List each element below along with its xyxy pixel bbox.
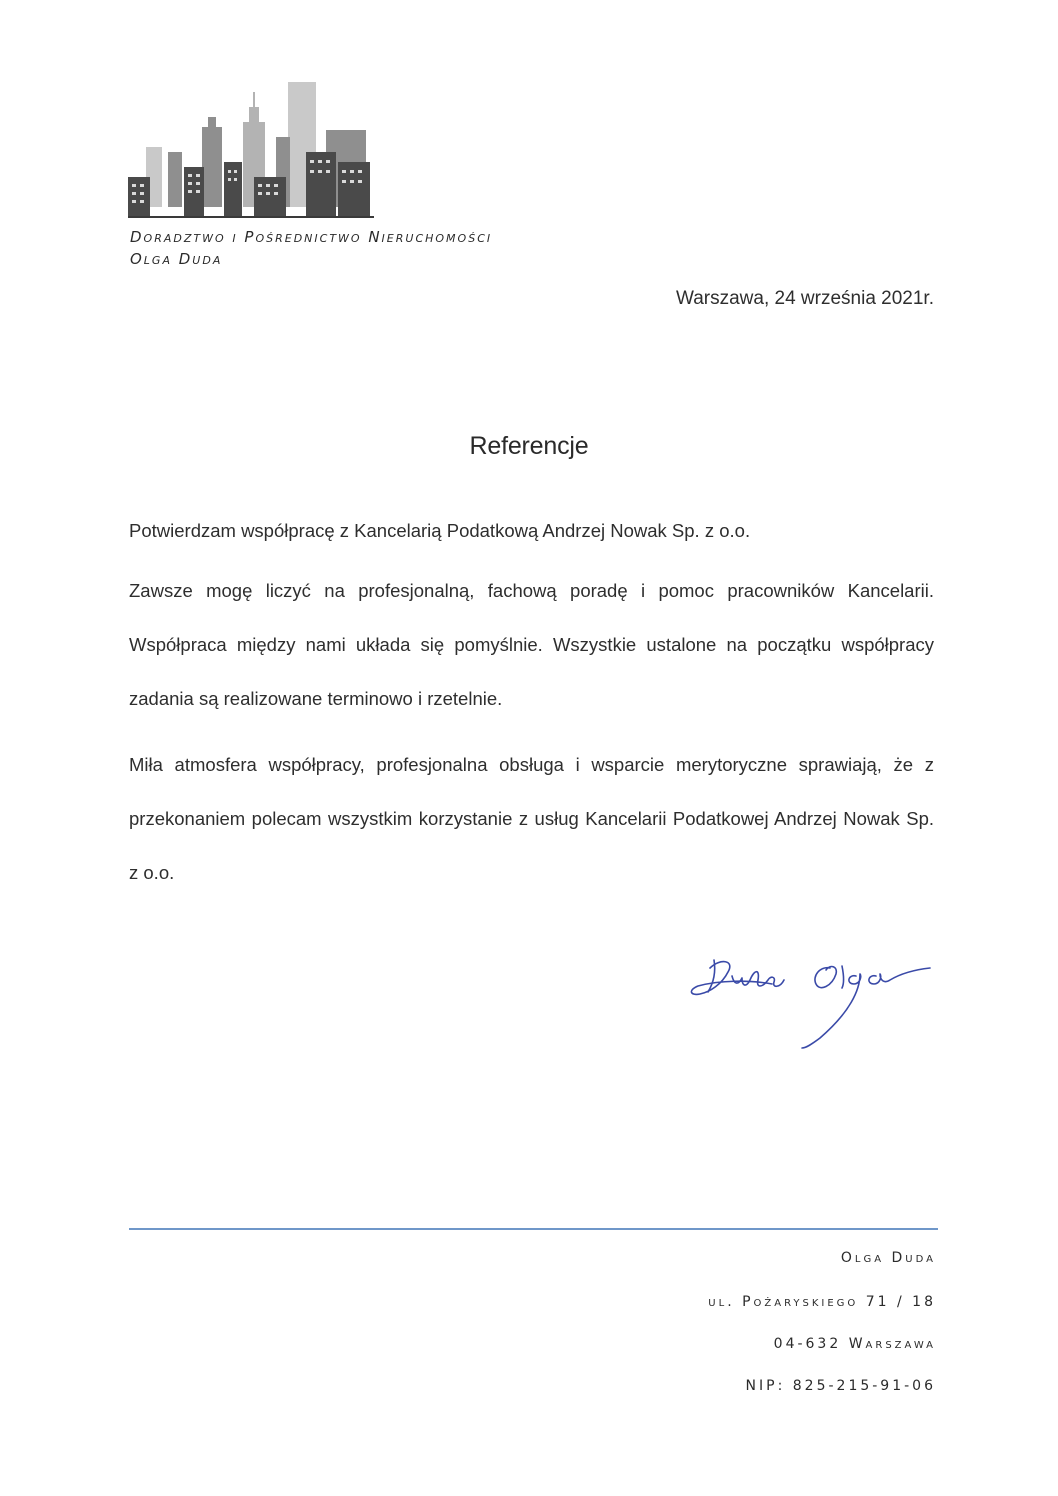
footer-city: 04-632 Warszawa [773,1336,936,1352]
paragraph-1: Potwierdzam współpracę z Kancelarią Podatkową Andrzej Nowak Sp. z o.o. [129,520,751,541]
paragraph-3: Miła atmosfera współpracy, profesjonalna obsługa i wsparcie merytoryczne sprawiają, że z przekonaniem polecam wszystkim korzystanie z usług Kancelarii Podatkowej Andrzej Nowak Sp. z o.o. [129,754,934,883]
company-name [130,226,492,270]
footer-nip: NIP: 825-215-91-06 [745,1378,936,1394]
company-name-line1: Doradztwo i Pośrednictwo Nieruchomości [130,228,493,246]
document-title: Referencje [469,432,589,460]
paragraph-2: Zawsze mogę liczyć na profesjonalną, fachową poradę i pomoc pracowników Kancelarii. Współpraca między nami układa się pomyślnie. Wszystkie ustalone na początku współpracy zadania są realizowane terminowo i rzetelnie. [129,580,934,709]
company-name-line2: Olga Duda [130,250,223,268]
footer-divider [129,1228,938,1230]
footer-street: ul. Pożaryskiego 71 / 18 [708,1294,936,1310]
city-skyline-icon [128,82,374,222]
footer-name: Olga Duda [840,1250,936,1266]
date-line: Warszawa, 24 września 2021r. [675,288,934,309]
handwritten-signature [680,940,960,1050]
